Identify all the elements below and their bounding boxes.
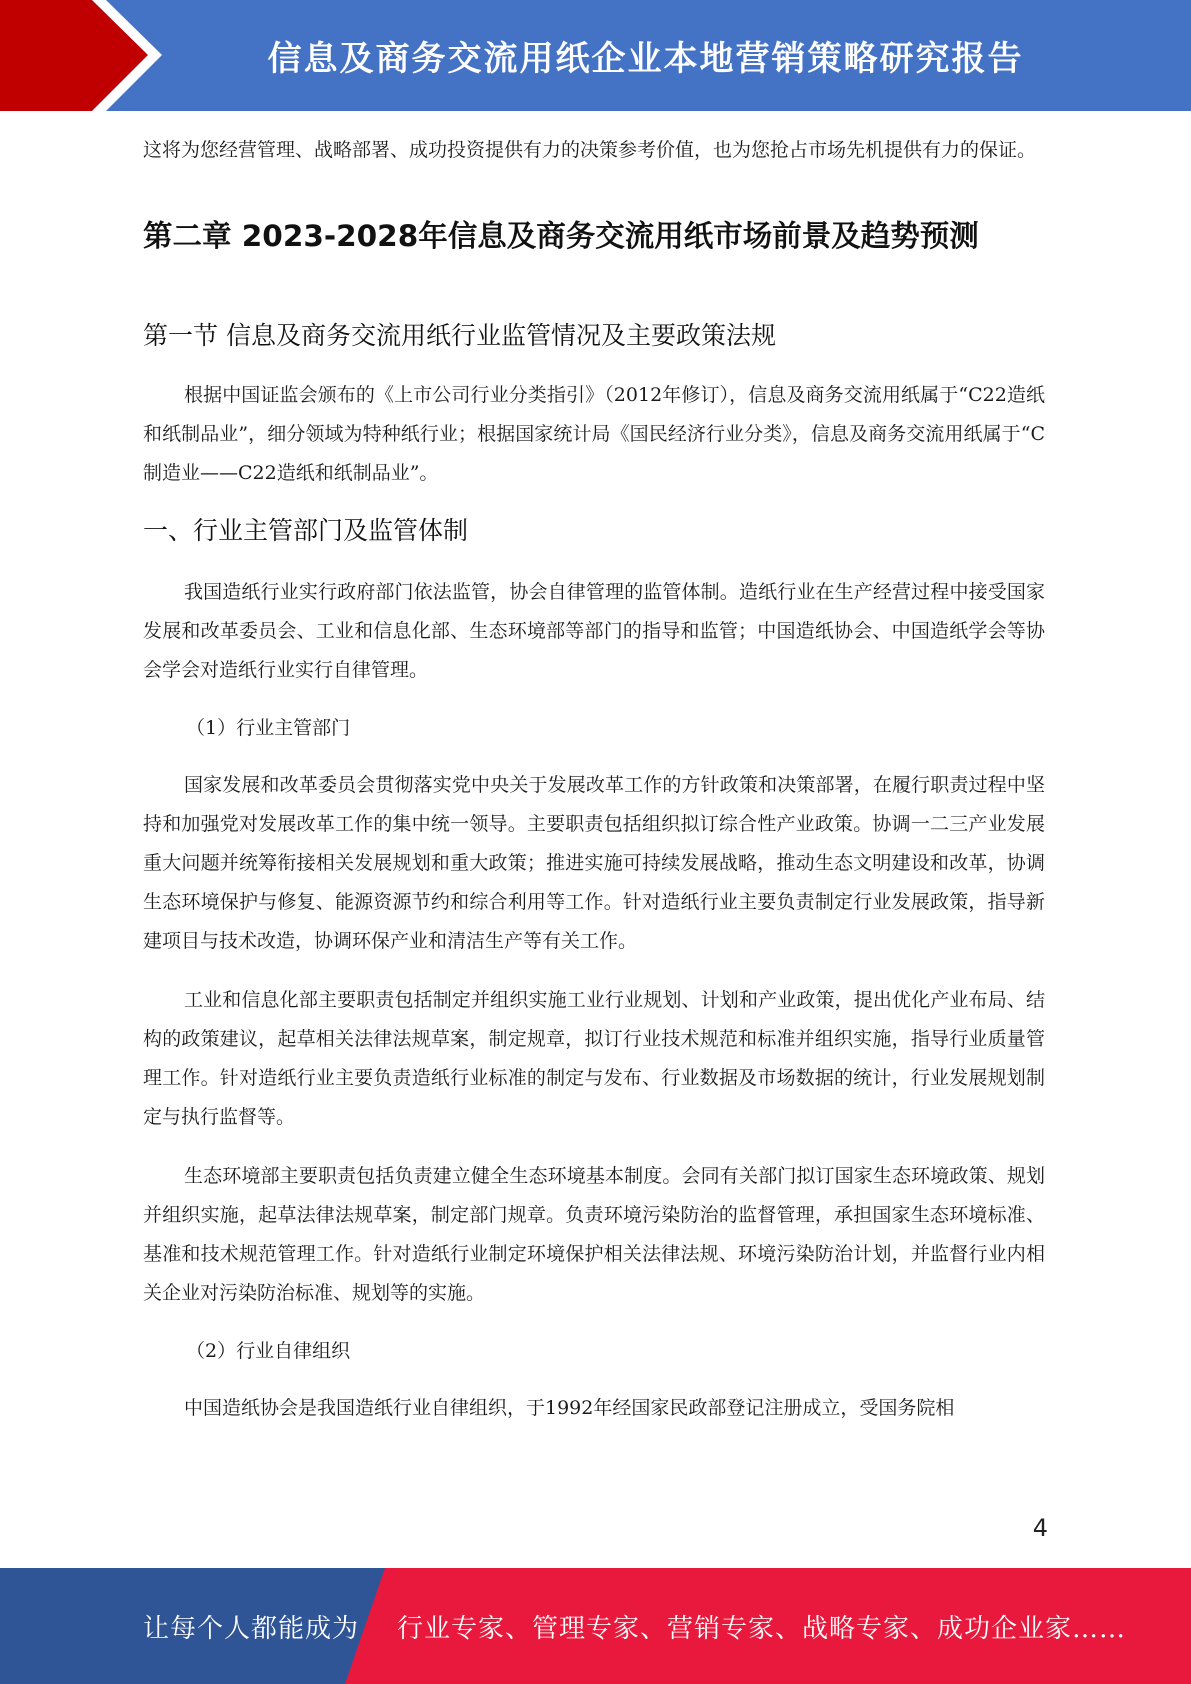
item-2-label: （2）行业自律组织 [186,1340,351,1362]
item-1-paragraph-1: 国家发展和改革委员会贯彻落实党中央关于发展改革工作的方针政策和决策部署，在履行职责过程中坚持和加强党对发展改革工作的集中统一领导。主要职责包括组织拟订综合性产业政策。协调一二三产业发展重大问题并统筹衔接相关发展规划和重大政策；推进实施可持续发展战略，推动生态文明建设和改革，协调生态环境保护与修复、能源资源节约和综合利用等工作。针对造纸行业主要负责制定行业发展政策，指导新建项目与技术改造，协调环保产业和清洁生产等有关工作。 [143,774,1045,952]
footer-slogan-left: 让每个人都能成为 [143,1613,360,1644]
document-title: 信息及商务交流用纸企业本地营销策略研究报告 [267,39,1024,79]
subsection-paragraph: 我国造纸行业实行政府部门依法监管，协会自律管理的监管体制。造纸行业在生产经营过程中接受国家发展和改革委员会、工业和信息化部、生态环境部等部门的指导和监管；中国造纸协会、中国造纸学会等协会学会对造纸行业实行自律管理。 [143,581,1045,681]
page-number: 4 [1032,1514,1048,1542]
subsection-title: 一、行业主管部门及监管体制 [143,516,469,545]
intro-paragraph: 这将为您经营管理、战略部署、成功投资提供有力的决策参考价值，也为您抢占市场先机提供有力的保证。 [143,139,1037,161]
item-1-paragraph-2: 工业和信息化部主要职责包括制定并组织实施工业行业规划、计划和产业政策，提出优化产业布局、结构的政策建议，起草相关法律法规草案，制定规章，拟订行业技术规范和标准并组织实施，指导行业质量管理工作。针对造纸行业主要负责造纸行业标准的制定与发布、行业数据及市场数据的统计，行业发展规划制定与执行监督等。 [143,989,1045,1128]
page-header [0,0,1191,111]
item-1-label: （1）行业主管部门 [186,717,351,739]
chapter-title: 第二章 2023-2028年信息及商务交流用纸市场前景及趋势预测 [143,219,979,253]
page-content [143,131,1045,1428]
item-1-paragraph-3: 生态环境部主要职责包括负责建立健全生态环境基本制度。会同有关部门拟订国家生态环境政策、规划并组织实施，起草法律法规草案，制定部门规章。负责环境污染防治的监督管理，承担国家生态环境标准、基准和技术规范管理工作。针对造纸行业制定环境保护相关法律法规、环境污染防治计划，并监督行业内相关企业对污染防治标准、规划等的实施。 [143,1165,1045,1304]
footer-slogan-right: 行业专家、管理专家、营销专家、战略专家、成功企业家…… [397,1613,1127,1644]
item-2-paragraph: 中国造纸协会是我国造纸行业自律组织，于1992年经国家民政部登记注册成立，受国务院相 [184,1397,955,1419]
page-footer [0,1568,1191,1684]
section-paragraph: 根据中国证监会颁布的《上市公司行业分类指引》（2012年修订），信息及商务交流用纸属于“C22造纸和纸制品业”，细分领域为特种纸行业；根据国家统计局《国民经济行业分类》，信息及商务交流用纸属于“C制造业——C22造纸和纸制品业”。 [143,384,1045,484]
section-title: 第一节 信息及商务交流用纸行业监管情况及主要政策法规 [143,321,776,350]
